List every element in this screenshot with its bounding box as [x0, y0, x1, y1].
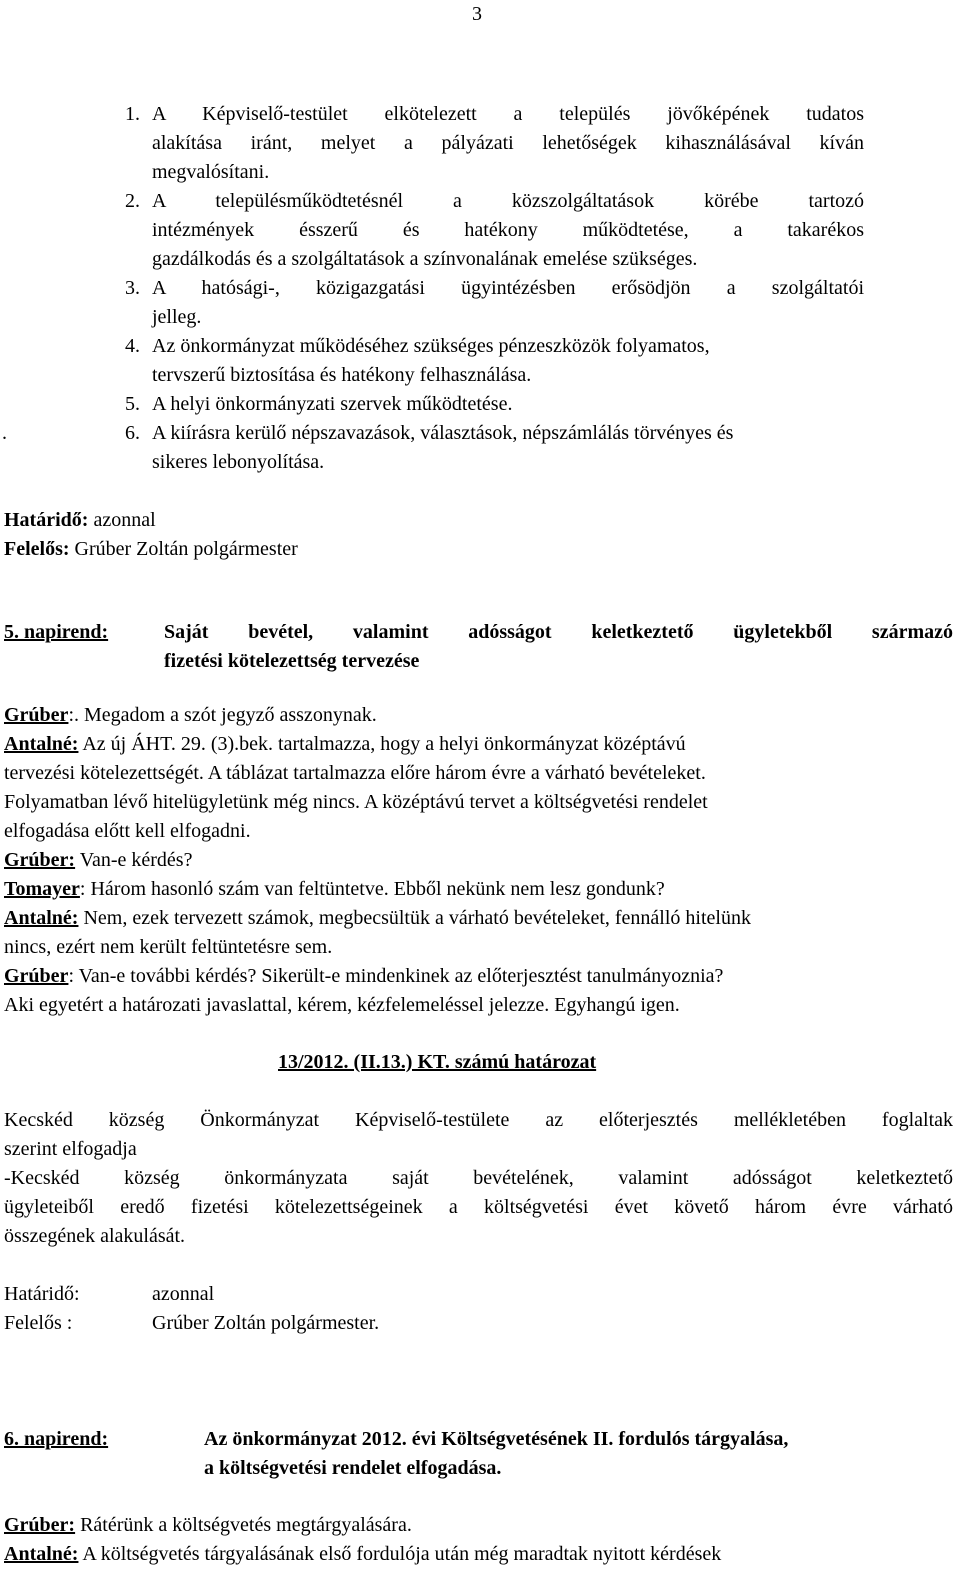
- dialogue-gruber-1: [4, 701, 377, 730]
- speech-text: Rátérünk a költségvetés megtárgyalására.: [75, 1514, 412, 1536]
- speaker-name: Antalné:: [4, 907, 79, 929]
- speech-text: Az új ÁHT. 29. (3).bek. tartalmazza, hogy a helyi önkormányzat középtávú: [78, 733, 686, 755]
- list-item-1-line-1: A Képviselő-testület elkötelezett a település jövőképének tudatos: [152, 103, 864, 125]
- speech-text: Nem, ezek tervezett számok, megbecsültük a várható bevételeket, fennálló hitelünk: [78, 907, 751, 929]
- list-item-2-line-1: A településműködtetésnél a közszolgáltatások körébe tartozó: [152, 190, 864, 212]
- agenda-6-title-line-2: a költségvetési rendelet elfogadása.: [204, 1457, 502, 1479]
- list-item-5-line-1: A helyi önkormányzati szervek működtetése.: [152, 393, 513, 415]
- resolution-line-5: összegének alakulását.: [4, 1225, 186, 1247]
- list-number-3: 3.: [125, 277, 140, 299]
- speech-text: Van-e kérdés?: [75, 849, 193, 871]
- stray-dot: .: [2, 422, 7, 444]
- responsible-value-2: Grúber Zoltán polgármester.: [152, 1312, 380, 1334]
- speaker-name: Grúber: [4, 965, 69, 987]
- resolution-title: 13/2012. (II.13.) KT. számú határozat: [278, 1051, 597, 1073]
- list-item-4-line-2: tervszerű biztosítása és hatékony felhasználása.: [152, 364, 532, 386]
- list-item-1-line-3: megvalósítani.: [152, 161, 270, 183]
- list-item-2-line-2: intézmények ésszerű és hatékony működtetése, a takarékos: [152, 219, 864, 241]
- agenda-6-title-line-1: Az önkormányzat 2012. évi Költségvetésének II. fordulós tárgyalása,: [204, 1428, 789, 1450]
- dialogue-tomayer: [4, 875, 665, 904]
- resolution-line-4: ügyleteiből eredő fizetési kötelezettségeinek a költségvetési évet követő három évre várható: [4, 1196, 953, 1218]
- deadline-label: Határidő:: [4, 509, 89, 531]
- dialogue-gruber-4: [4, 1511, 412, 1540]
- responsible-value: Grúber Zoltán polgármester: [74, 538, 298, 560]
- speech-text: : Van-e további kérdés? Sikerült-e mindenkinek az előterjesztést tanulmányoznia?: [68, 965, 724, 987]
- list-number-2: 2.: [125, 190, 140, 212]
- speaker-name: Grúber: [4, 704, 69, 726]
- dialogue-gruber-2: [4, 846, 192, 875]
- dialogue-antalne-1: [4, 730, 686, 759]
- dialogue-antalne-1-cont-1: tervezési kötelezettségét. A táblázat tartalmazza előre három évre a várható bevételeket.: [4, 762, 706, 784]
- deadline-value-2: azonnal: [152, 1283, 215, 1305]
- agenda-5-title-line-1: Saját bevétel, valamint adósságot keletkeztető ügyletekből származó: [164, 621, 953, 643]
- speaker-name: Antalné:: [4, 733, 79, 755]
- resolution-line-1: Kecskéd község Önkormányzat Képviselő-testülete az előterjesztés mellékletében foglaltak: [4, 1109, 953, 1131]
- speaker-name: Grúber:: [4, 1514, 76, 1536]
- list-item-3-line-2: jelleg.: [152, 306, 202, 328]
- dialogue-antalne-2-cont: nincs, ezért nem került feltüntetésre sem.: [4, 936, 333, 958]
- list-item-1-line-2: alakítása iránt, melyet a pályázati lehetőségek kihasználásával kíván: [152, 132, 864, 154]
- dialogue-antalne-1-cont-2: Folyamatban lévő hitelügyletünk még nincs. A középtávú tervet a költségvetési rendelet: [4, 791, 708, 813]
- responsible-label: Felelős:: [4, 538, 70, 560]
- list-number-1: 1.: [125, 103, 140, 125]
- dialogue-gruber-3-cont: Aki egyetért a határozati javaslattal, kérem, kézfelemeléssel jelezze. Egyhangú igen.: [4, 994, 680, 1016]
- dialogue-antalne-4: [4, 1540, 721, 1569]
- dialogue-antalne-1-cont-3: elfogadása előtt kell elfogadni.: [4, 820, 251, 842]
- agenda-6-label: 6. napirend:: [4, 1428, 109, 1450]
- list-item-2-line-3: gazdálkodás és a szolgáltatások a színvonalának emelése szükséges.: [152, 248, 698, 270]
- responsible-label-2: Felelős :: [4, 1312, 73, 1334]
- list-number-4: 4.: [125, 335, 140, 357]
- speech-text: A költségvetés tárgyalásának első fordulója után még maradtak nyitott kérdések: [78, 1543, 722, 1565]
- list-item-6-line-1: A kiírásra kerülő népszavazások, választások, népszámlálás törvényes és: [152, 422, 734, 444]
- list-item-4-line-1: Az önkormányzat működéséhez szükséges pénzeszközök folyamatos,: [152, 335, 710, 357]
- resolution-line-2: szerint elfogadja: [4, 1138, 137, 1160]
- speech-text: :. Megadom a szót jegyző asszonynak.: [68, 704, 377, 726]
- dialogue-gruber-3: [4, 962, 723, 991]
- speaker-name: Tomayer: [4, 878, 80, 900]
- speaker-name: Antalné:: [4, 1543, 79, 1565]
- deadline-label-2: Határidő:: [4, 1283, 80, 1305]
- responsible-line-1: [4, 535, 298, 564]
- resolution-line-3: -Kecskéd község önkormányzata saját bevételének, valamint adósságot keletkeztető: [4, 1167, 953, 1189]
- list-item-3-line-1: A hatósági-, közigazgatási ügyintézésben erősödjön a szolgáltatói: [152, 277, 864, 299]
- dialogue-antalne-2: [4, 904, 751, 933]
- agenda-5-title-line-2: fizetési kötelezettség tervezése: [164, 650, 420, 672]
- deadline-value: azonnal: [93, 509, 156, 531]
- agenda-5-label: 5. napirend:: [4, 621, 109, 643]
- speech-text: : Három hasonló szám van feltüntetve. Ebből nekünk nem lesz gondunk?: [79, 878, 665, 900]
- speaker-name: Grúber:: [4, 849, 76, 871]
- deadline-line-1: [4, 506, 156, 535]
- list-number-6: 6.: [125, 422, 140, 444]
- list-item-6-line-2: sikeres lebonyolítása.: [152, 451, 325, 473]
- page-number: 3: [472, 3, 482, 25]
- list-number-5: 5.: [125, 393, 140, 415]
